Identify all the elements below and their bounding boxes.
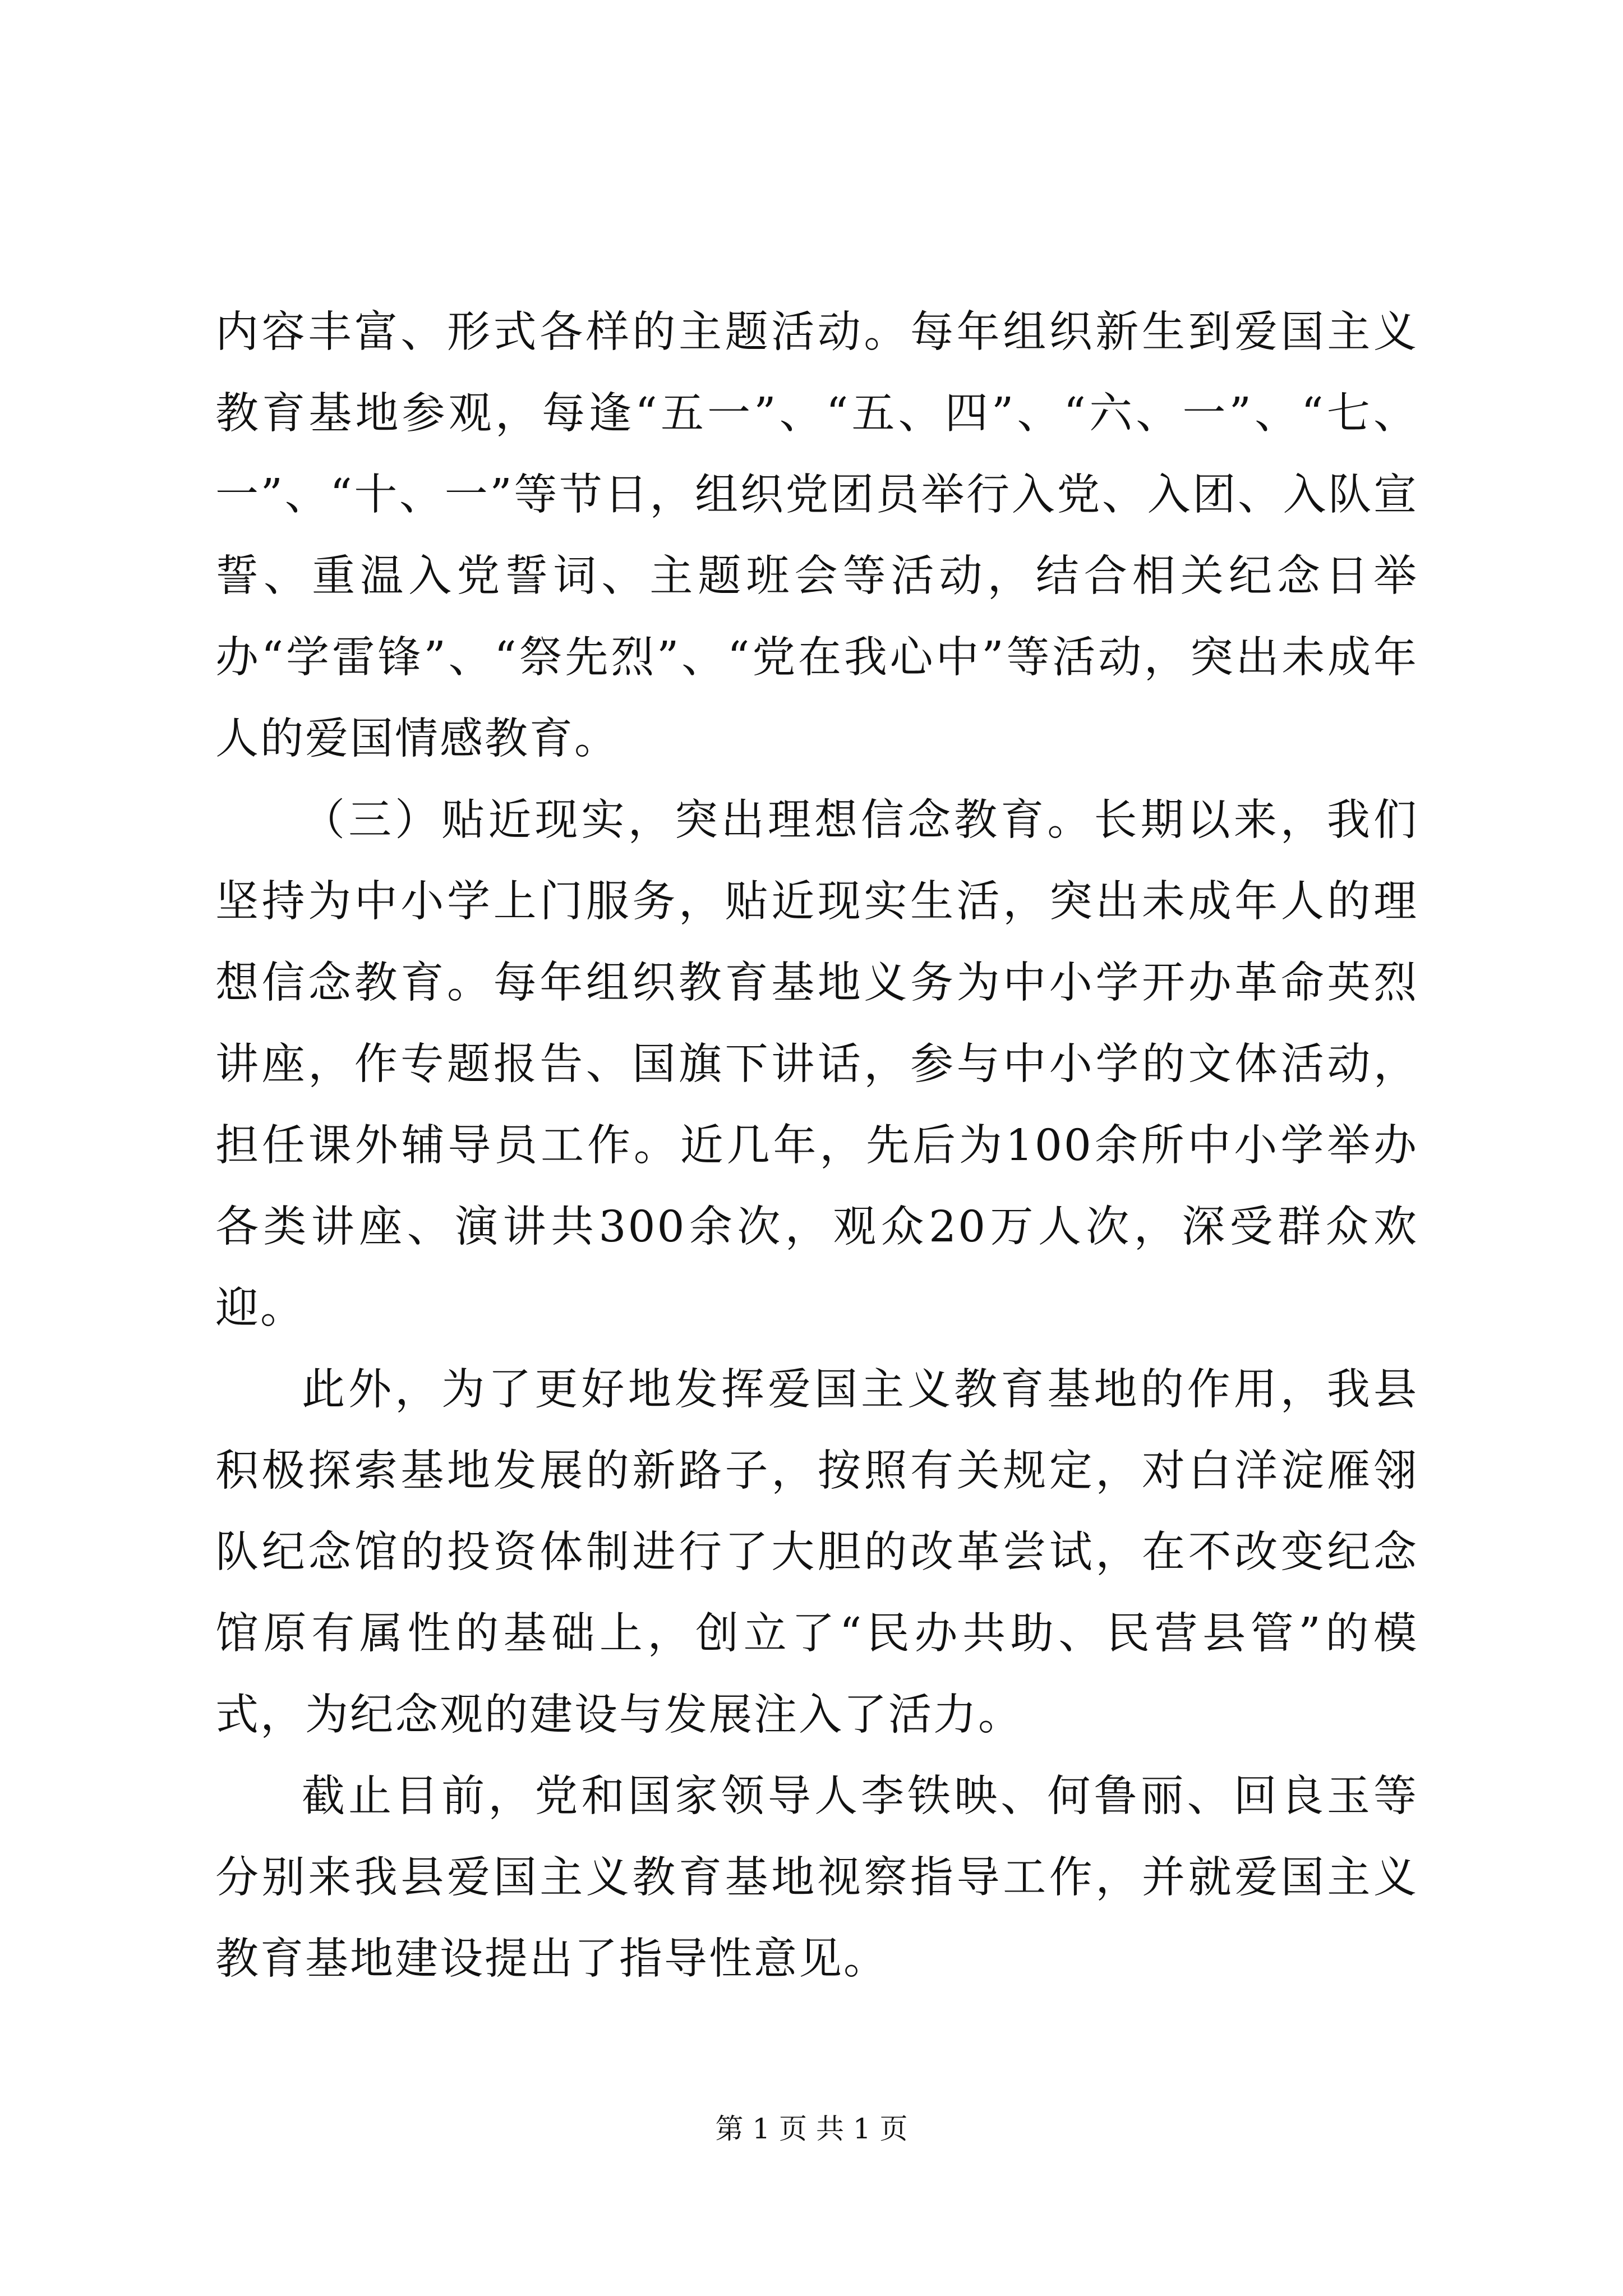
document-body xyxy=(215,292,1418,2000)
paragraph-leaders-visit: 截止目前，党和国家领导人李铁映、何鲁丽、回良玉等分别来我县爱国主义教育基地视察指导工作，并就爱国主义教育基地建设提出了指导性意见。 xyxy=(215,1772,1418,1984)
page-footer: 第 1 页 共 1 页 xyxy=(715,2113,908,2145)
paragraph-continuation: 内容丰富、形式各样的主题活动。每年组织新生到爱国主义教育基地参观，每逢“五一”、“五、四”、“六、一”、“七、一”、“十、一”等节日，组织党团员举行入党、入团、入队宣誓、重温入党誓词、主题班会等活动，结合相关纪念日举办“学雷锋”、“祭先烈”、“党在我心中”等活动，突出未成年人的爱国情感教育。 xyxy=(215,307,1418,764)
paragraph-reform: 此外，为了更好地发挥爱国主义教育基地的作用，我县积极探索基地发展的新路子，按照有关规定，对白洋淀雁翎队纪念馆的投资体制进行了大胆的改革尝试，在不改变纪念馆原有属性的基础上，创立了“民办共助、民营县管”的模式，为纪念观的建设与发展注入了活力。 xyxy=(215,1365,1418,1740)
paragraph-section-three: （三）贴近现实，突出理想信念教育。长期以来，我们坚持为中小学上门服务，贴近现实生活，突出未成年人的理想信念教育。每年组织教育基地义务为中小学开办革命英烈讲座，作专题报告、国旗下讲话，参与中小学的文体活动，担任课外辅导员工作。近几年，先后为100余所中小学举办各类讲座、演讲共300余次，观众20万人次，深受群众欢迎。 xyxy=(215,795,1418,1333)
